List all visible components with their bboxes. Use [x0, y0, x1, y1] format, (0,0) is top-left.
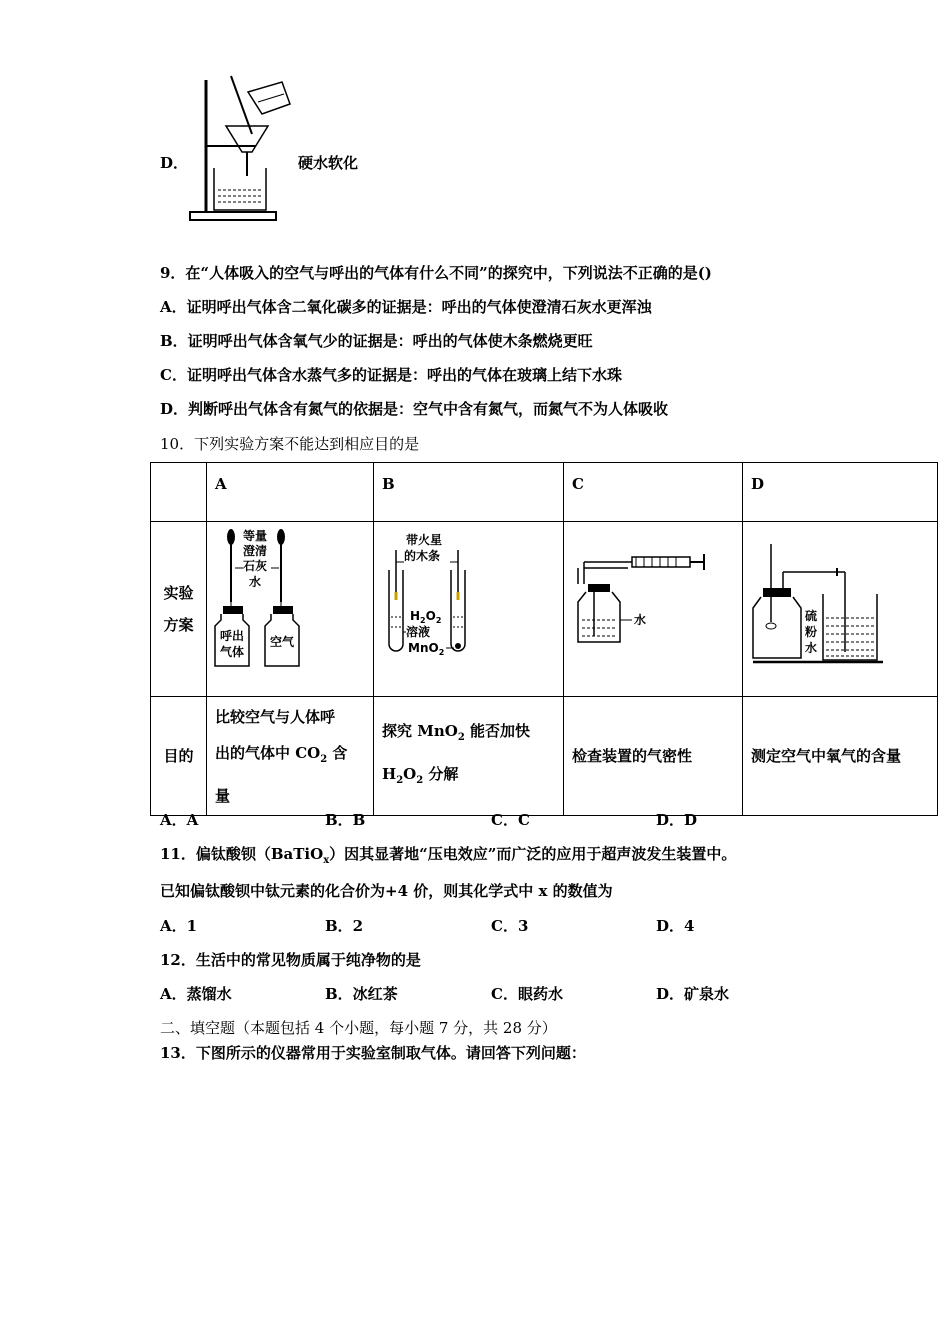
- header-b: B: [374, 463, 564, 522]
- svg-text:呼出: 呼出: [220, 629, 245, 643]
- header-d: D: [743, 463, 938, 522]
- q8-option-d-text: 硬水软化: [298, 154, 359, 172]
- q11-option-a: A．1: [160, 917, 198, 935]
- q11-stem-line1: 11．偏钛酸钡（BaTiO$_x$）因其显著地“压电效应”而广泛的应用于超声波发生装置中。: [160, 845, 737, 866]
- scheme-label: 实验 方案: [151, 522, 207, 697]
- goal-d: 测定空气中氧气的含量: [743, 697, 938, 816]
- svg-text:H2O2: $H_2O_2$: [410, 609, 442, 625]
- q11-option-c: C．3: [491, 917, 529, 935]
- q10-option-d: D．D: [656, 811, 698, 829]
- q11-option-b: B．2: [325, 917, 364, 935]
- svg-text:水: 水: [249, 575, 262, 589]
- q9-option-d: D．判断呼出气体含有氮气的依据是：空气中含有氮气，而氮气不为人体吸收: [160, 400, 669, 418]
- svg-text:粉: 粉: [805, 625, 818, 639]
- svg-text:MnO2: MnO$_2$: [408, 641, 445, 657]
- q10-option-b: B．B: [325, 811, 366, 829]
- figure-c-cell: [564, 522, 743, 697]
- goal-c: 检查装置的气密性: [564, 697, 743, 816]
- q12-stem: 12．生活中的常见物质属于纯净物的是: [160, 951, 421, 969]
- q12-option-c: C．眼药水: [491, 985, 563, 1003]
- figure-b-mno2-test-tubes: [374, 522, 564, 692]
- svg-text:溶液: 溶液: [406, 625, 431, 639]
- q11-stem-line2: 已知偏钛酸钡中钛元素的化合价为+4 价，则其化学式中 x 的数值为: [160, 882, 613, 900]
- q11-option-d: D．4: [656, 917, 695, 935]
- q9-option-b: B．证明呼出气体含氧气少的证据是：呼出的气体使木条燃烧更旺: [160, 332, 593, 350]
- q13-stem: 13．下图所示的仪器常用于实验室制取气体。请回答下列问题：: [160, 1044, 586, 1062]
- header-empty: [151, 463, 207, 522]
- figure-d-cell: [743, 522, 938, 697]
- q10-stem: 10．下列实验方案不能达到相应目的是: [160, 435, 420, 453]
- figure-c-airtightness-setup: [564, 522, 743, 692]
- goal-row: [151, 697, 938, 816]
- q9-option-a: A．证明呼出气体含二氧化碳多的证据是：呼出的气体使澄清石灰水更浑浊: [160, 298, 652, 316]
- svg-text:带火星: 带火星: [406, 533, 443, 547]
- q10-option-c: C．C: [491, 811, 530, 829]
- q12-option-d: D．矿泉水: [656, 985, 730, 1003]
- figure-a-cell: [207, 522, 374, 697]
- figure-d-oxygen-measurement: [743, 522, 938, 692]
- svg-text:石灰: 石灰: [243, 559, 268, 573]
- svg-text:水: 水: [634, 613, 647, 627]
- svg-text:水: 水: [805, 641, 818, 655]
- q9-option-c: C．证明呼出气体含水蒸气多的证据是：呼出的气体在玻璃上结下水珠: [160, 366, 622, 384]
- table-header-row: [151, 463, 938, 522]
- svg-text:等量: 等量: [243, 529, 268, 543]
- header-a: A: [207, 463, 374, 522]
- svg-text:空气: 空气: [270, 635, 295, 649]
- q10-option-a: A．A: [160, 811, 199, 829]
- goal-label: 目的: [151, 697, 207, 816]
- header-c: C: [564, 463, 743, 522]
- section2-title: 二、填空题（本题包括 4 个小题，每小题 7 分，共 28 分）: [160, 1019, 557, 1037]
- goal-a: 比较空气与人体呼 出的气体中 $CO_2$ 含 量: [207, 697, 374, 816]
- q8-option-d-label: D．: [160, 154, 189, 172]
- goal-b: 探究 MnO$_2$ 能否加快 $H_2O_2$ 分解: [374, 697, 564, 816]
- svg-text:的木条: 的木条: [404, 549, 441, 563]
- q9-stem: 9．在“人体吸入的空气与呼出的气体有什么不同”的探究中，下列说法不正确的是(): [160, 264, 712, 282]
- experiment-table: [150, 462, 938, 816]
- figure-a-limewater-bottles: [207, 522, 374, 692]
- scheme-row: [151, 522, 938, 697]
- filtration-apparatus-figure: [186, 72, 296, 227]
- svg-text:硫: 硫: [805, 609, 818, 623]
- q12-option-b: B．冰红茶: [325, 985, 398, 1003]
- svg-text:气体: 气体: [220, 645, 245, 659]
- figure-b-cell: [374, 522, 564, 697]
- q12-option-a: A．蒸馏水: [160, 985, 232, 1003]
- svg-text:澄清: 澄清: [243, 544, 268, 558]
